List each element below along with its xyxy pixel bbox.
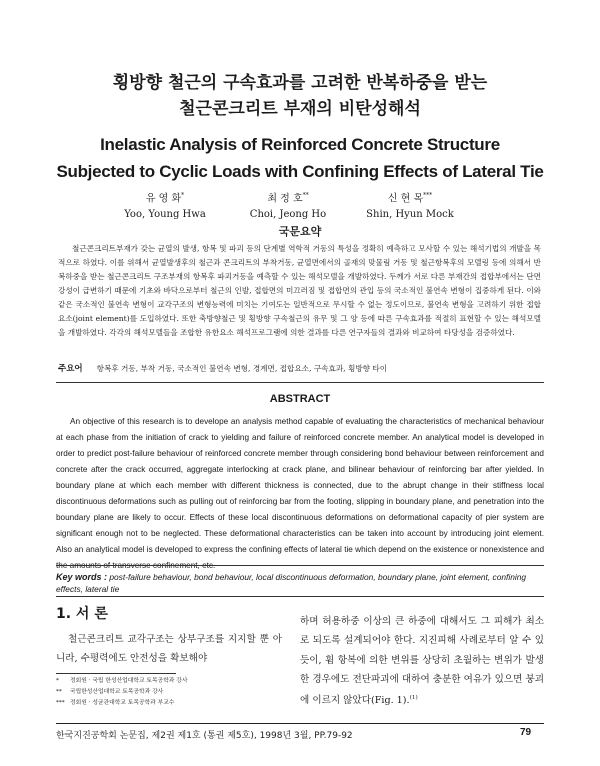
footnote-3 — [56, 698, 284, 709]
divider — [56, 382, 544, 383]
author-2 — [228, 188, 348, 223]
author-2-name-en: Choi, Jeong Ho — [249, 209, 327, 221]
citation-mark: (1) — [409, 695, 418, 702]
english-keywords-text: post-failure behaviour, bond behaviour, local discontinuous deformation, boundary plane, joint element, confining effects, lateral tie — [56, 572, 527, 594]
korean-abstract-heading: 국문요약 — [278, 225, 322, 238]
author-3-mark: *** — [423, 192, 433, 199]
footnote-1-mark: * — [56, 678, 59, 684]
body-text-left-column: 철근콘크리트 교각구조는 상부구조를 지지할 뿐 아니라, 수평력에도 안전성을 확보해야 — [56, 634, 282, 664]
footnote-2-mark: ** — [56, 689, 62, 695]
footnote-divider — [56, 673, 176, 674]
korean-abstract: 철근콘크리트부재가 갖는 균열의 발생, 항복 및 파괴 등의 단계별 역학적 거동의 특성을 정확히 예측하고 모사할 수 있는 해석기법의 개발을 목적으로 하였다. 이를 위해서 균열발생후의 철근과 콘크리트의 부착거동, 균열면에서의 골재의 맞물림 거동 및 철근항복후의 모델링 등에 의해서 반복하중을 받는 철근콘크리트 구조부재의 항복후 파괴거동을 예측할 수 있는 해석모델을 개발하였다. 두께가 서로 다른 부재간의 접합부에서는 단면강성이 급변하기 때문에 기초와 바닥으로부터 철근의 인발, 접합면의 미끄러짐 및 접합면의 관입 등의 국소적인 불연속 변형이 집중하게 된다. 이와 같은 국소적인 불연속 변형이 교각구조의 변형능력에 미치는 기여도는 일반적으로 무시할 수 없는 정도이므로, 불연속 변형을 고려하기 위한 접합요소(joint element)를 도입하였다. 또한 축방향철근 및 횡방향 구속철근의 유무 및 그 양 등에 따른 구속효과를 적절히 표현할 수 있는 해석모델을 개발하였다. 각각의 해석모델들을 조합한 유한요소 해석프로그램에 의한 결과를 다른 연구자들의 결과와 비교하여 타당성을 검증하였다. — [58, 244, 541, 337]
divider — [56, 596, 544, 597]
divider — [56, 565, 544, 566]
body-right-text: 하며 허용하중 이상의 큰 하중에 대해서도 그 피해가 최소로 되도록 설계되어야 한다. 지진피해 사례로부터 알 수 있듯이, 휨 항복에 의한 변위를 상당히 초월하는 변위가 발생한 경우에도 전단파괴에 대하여 충분한 여유가 있으면 붕괴에 이르지 않았다(Fig. 1). — [300, 616, 544, 707]
english-keywords — [56, 571, 544, 595]
korean-keywords — [58, 362, 541, 374]
korean-title-line-1: 횡방향 철근의 구속효과를 고려한 반복하중을 받는 — [112, 73, 488, 93]
page-number: 79 — [520, 727, 532, 738]
korean-keywords-label: 주요어 — [58, 364, 83, 374]
author-3 — [350, 188, 470, 223]
footnote-1 — [56, 676, 284, 687]
author-3-name-ko: 신 현 목 — [387, 193, 424, 205]
author-1-mark: * — [181, 192, 185, 199]
footnote-2 — [56, 687, 284, 698]
author-1-name-ko: 유 영 화 — [145, 193, 182, 205]
english-title-line-1: Inelastic Analysis of Reinforced Concrete Structure — [100, 135, 500, 154]
korean-title — [0, 70, 600, 122]
footnote-2-text: 국립한성산업대학교 토목공학과 강사 — [70, 689, 164, 695]
english-keywords-label: Key words : — [56, 572, 108, 582]
korean-title-line-2: 철근콘크리트 부재의 비탄성해석 — [179, 99, 421, 119]
english-abstract: An objective of this research is to develope an analysis method capable of evaluating the characteristics of mechanical behaviour at each phase from the initiation of crack to yielding and failure of reinforced concrete member. An analytical model is developed in order to predict post-failure behaviour of reinforced concrete member through considering bond behaviour between reinforcement and concrete after the crack occurred, aggregate interlocking at crack plane, and bilinear behaviour of reinforcing bar after yielded. In boundary plane at which each member with different thickness is connected, due to the abrupt change in their stiffness local discontinuous deformations such as pulling out of reinforcing bar from the footing, slipping in boundary plane, and penetration into the boundary plane are likely to occur. Effects of these local discontinuous deformations on deformational capacity of pier system are significant enough not to be neglected. These deformational characteristics can be taken into account by introducing joint element. Also an analytical model is developed to express the confining effects of lateral tie which depend on the existence or nonexistence and the amounts of transverse confinement, etc. — [56, 417, 544, 570]
english-title — [0, 131, 600, 185]
body-text-right-column — [300, 612, 544, 711]
author-2-mark: ** — [302, 192, 309, 199]
author-2-name-ko: 최 정 호 — [267, 193, 303, 205]
footnote-3-text: 정회원 · 성균관대학교 토목공학과 부교수 — [70, 700, 175, 706]
english-abstract-heading: ABSTRACT — [269, 393, 331, 405]
footnotes — [56, 676, 284, 709]
footer-divider — [56, 723, 544, 724]
journal-citation: 한국지진공학회 논문집, 제2권 제1호 (통권 제5호), 1998년 3월, PP.79-92 — [56, 731, 353, 741]
author-1 — [105, 188, 225, 223]
author-3-name-en: Shin, Hyun Mock — [366, 209, 454, 221]
footnote-1-text: 정회원 · 국립 한성산업대학교 토목공학과 강사 — [70, 678, 188, 684]
author-1-name-en: Yoo, Young Hwa — [124, 209, 206, 221]
section-1-title: 1. 서 론 — [56, 606, 108, 622]
korean-keywords-text: 항복후 거동, 부착 거동, 국소적인 불연속 변형, 경계면, 접합요소, 구속효과, 횡방향 타이 — [96, 364, 388, 373]
english-title-line-2: Subjected to Cyclic Loads with Confining Effects of Lateral Tie — [56, 162, 544, 181]
footnote-3-mark: *** — [56, 700, 65, 706]
